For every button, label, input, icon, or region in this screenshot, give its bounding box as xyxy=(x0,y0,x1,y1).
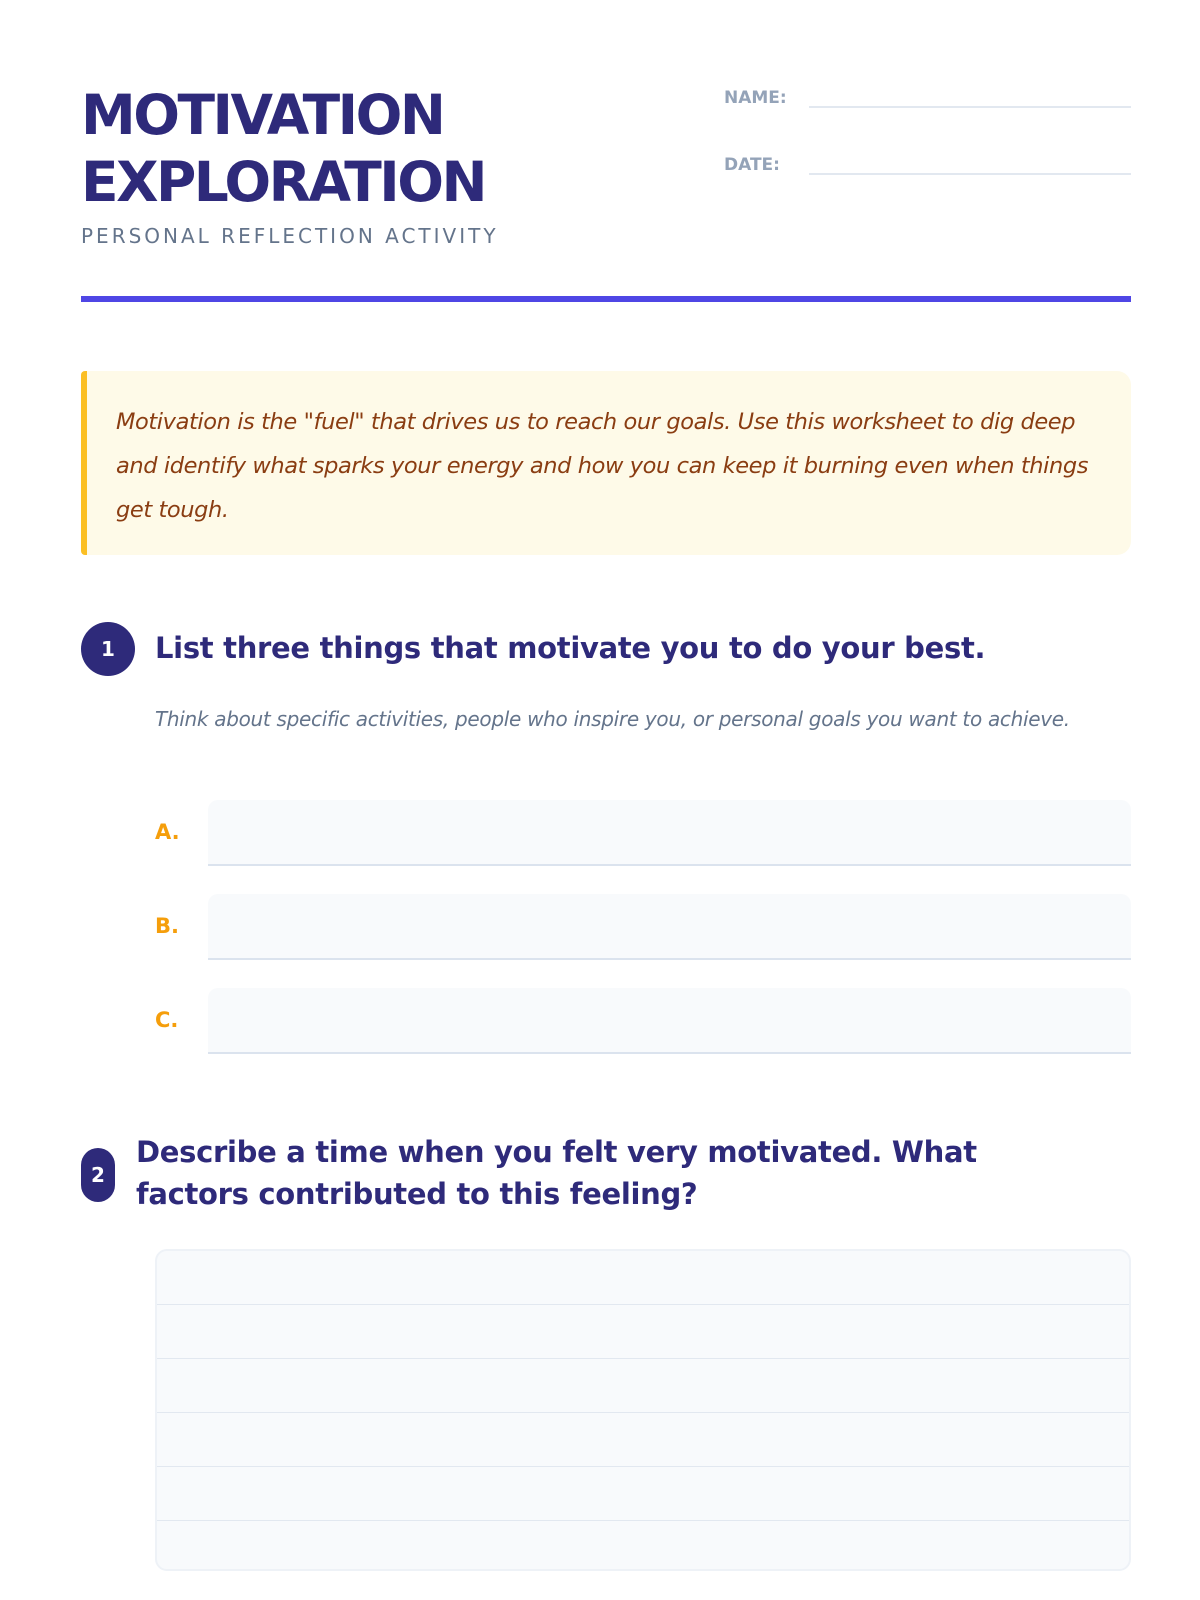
question-2-title: Describe a time when you felt very motivated. What factors contributed to this feeling? xyxy=(136,1135,977,1211)
title-line-2: EXPLORATION xyxy=(81,150,486,214)
answer-field-b[interactable] xyxy=(208,894,1131,960)
date-input-line[interactable] xyxy=(809,155,1131,175)
answer-row-c xyxy=(155,988,1131,1054)
title-line-1: MOTIVATION xyxy=(81,83,444,147)
date-field xyxy=(724,155,1131,175)
intro-callout xyxy=(81,371,1131,555)
question-2-number-badge: 2 xyxy=(81,1148,115,1202)
answer-row-a xyxy=(155,800,1131,866)
header-divider xyxy=(81,296,1131,302)
question-1-number-badge: 1 xyxy=(81,622,135,676)
answer-field-a[interactable] xyxy=(208,800,1131,866)
answer-label-a: A. xyxy=(155,820,180,844)
name-field xyxy=(724,88,1131,108)
writing-line xyxy=(157,1412,1129,1413)
page-title xyxy=(81,82,485,216)
writing-line xyxy=(157,1358,1129,1359)
writing-line xyxy=(157,1304,1129,1305)
page-subtitle: PERSONAL REFLECTION ACTIVITY xyxy=(81,224,499,248)
intro-text: Motivation is the "fuel" that drives us to reach our goals. Use this worksheet to dig deep and identify what sparks your energy and how you can keep it burning even when things get tough. xyxy=(116,409,1089,523)
name-input-line[interactable] xyxy=(809,88,1131,108)
name-label: NAME: xyxy=(724,88,787,108)
question-2-writing-area[interactable] xyxy=(155,1249,1131,1571)
writing-line xyxy=(157,1466,1129,1467)
answer-row-b xyxy=(155,894,1131,960)
answer-label-c: C. xyxy=(155,1008,179,1032)
writing-line xyxy=(157,1520,1129,1521)
question-1-title: List three things that motivate you to do your best. xyxy=(155,631,986,665)
answer-label-b: B. xyxy=(155,914,179,938)
date-label: DATE: xyxy=(724,155,780,175)
question-1-hint: Think about specific activities, people who inspire you, or personal goals you want to achieve. xyxy=(155,707,1070,731)
worksheet-page xyxy=(81,0,1131,1600)
answer-field-c[interactable] xyxy=(208,988,1131,1054)
